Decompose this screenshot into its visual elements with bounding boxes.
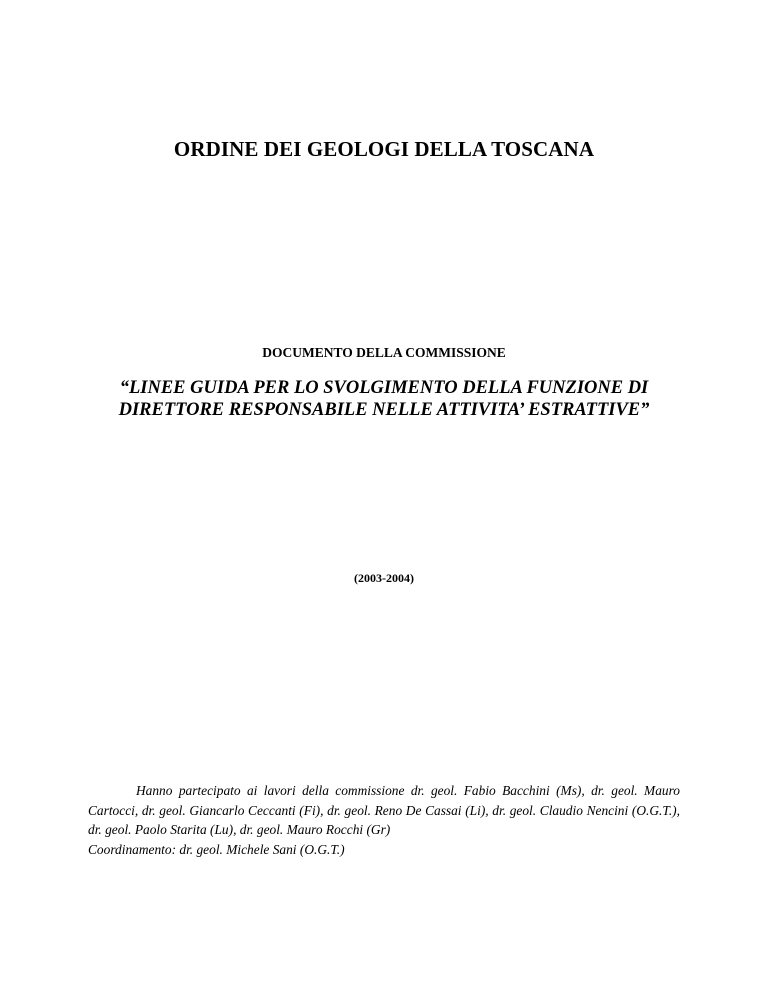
participants-block — [88, 781, 680, 859]
participants-text: Hanno partecipato ai lavori della commissione dr. geol. Fabio Bacchini (Ms), dr. geol. Mauro Cartocci, dr. geol. Giancarlo Ceccanti (Fi), dr. geol. Reno De Cassai (Li), dr. geol. Claudio Nencini (O.G.T.), dr. geol. Paolo Starita (Lu), dr. geol. Mauro Rocchi (Gr) — [88, 783, 680, 837]
document-title-line-2: DIRETTORE RESPONSABILE NELLE ATTIVITA’ ESTRATTIVE” — [118, 400, 650, 420]
document-label: DOCUMENTO DELLA COMMISSIONE — [262, 345, 506, 360]
document-years: (2003-2004) — [354, 571, 414, 585]
document-title-line-1: “LINEE GUIDA PER LO SVOLGIMENTO DELLA FUNZIONE DI — [119, 378, 649, 398]
coordination-text: Coordinamento: dr. geol. Michele Sani (O.G.T.) — [88, 841, 345, 857]
document-title — [60, 377, 708, 421]
organization-title: ORDINE DEI GEOLOGI DELLA TOSCANA — [173, 137, 595, 161]
